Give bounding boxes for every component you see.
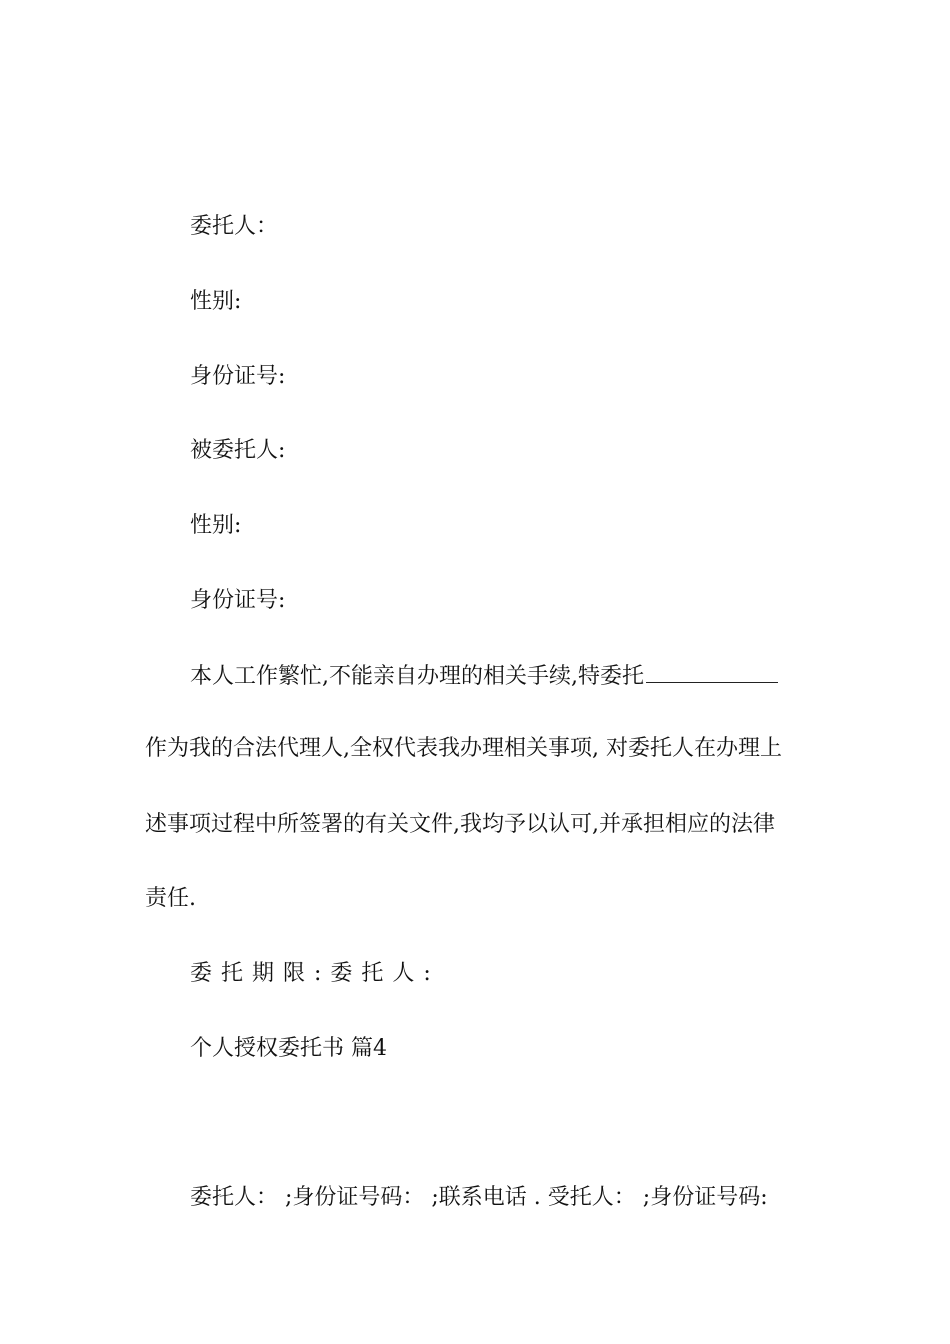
principal-id-label: 身份证号: bbox=[190, 364, 286, 389]
body-paragraph-text: 本人工作繁忙,不能亲自办理的相关手续,特委托 bbox=[190, 664, 644, 689]
agent-gender-label: 性别: bbox=[190, 513, 242, 538]
party-info-line: 委托人： ;身份证号码： ;联系电话 . 受托人： ;身份证号码: bbox=[190, 1185, 768, 1210]
body-paragraph-line-4: 责任. bbox=[145, 886, 196, 911]
body-paragraph-line-2: 作为我的合法代理人,全权代表我办理相关事项, 对委托人在办理上 bbox=[145, 736, 782, 761]
body-paragraph-line-3: 述事项过程中所签署的有关文件,我均予以认可,并承担相应的法律 bbox=[145, 812, 775, 837]
term-and-signature-line: 委托期限:委托人: bbox=[190, 961, 440, 986]
body-paragraph-line-1 bbox=[190, 660, 778, 692]
agent-name-blank bbox=[646, 660, 778, 683]
agent-label: 被委托人: bbox=[190, 438, 286, 463]
section-heading: 个人授权委托书 篇4 bbox=[190, 1036, 387, 1061]
principal-label: 委托人： bbox=[190, 214, 279, 239]
principal-gender-label: 性别: bbox=[190, 289, 242, 314]
agent-id-label: 身份证号: bbox=[190, 588, 286, 613]
